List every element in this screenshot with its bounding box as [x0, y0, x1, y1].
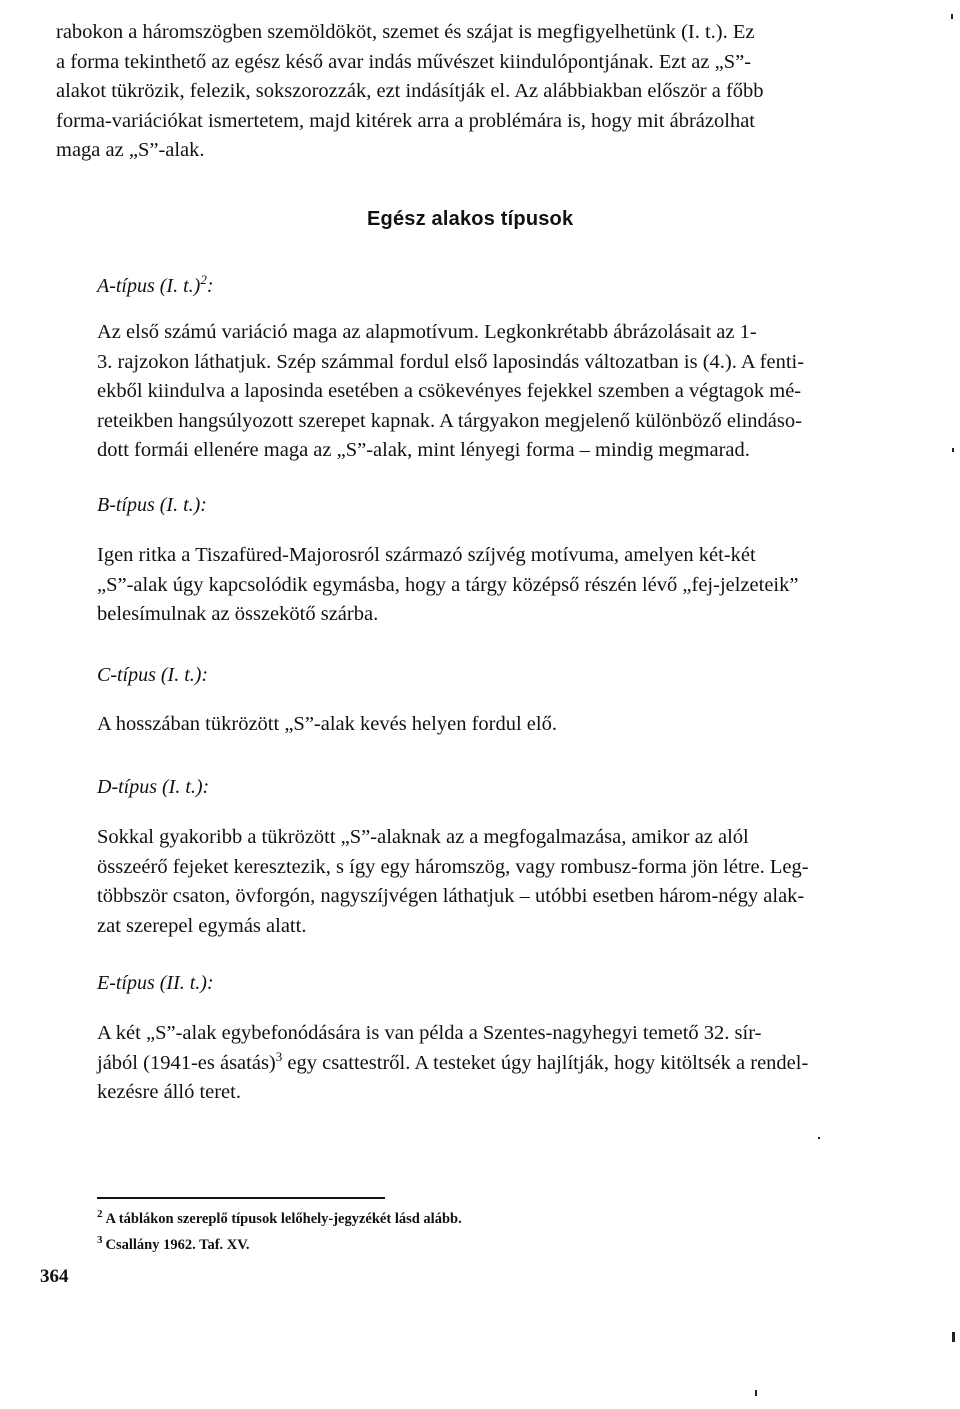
scan-speck — [755, 1390, 757, 1396]
type-d-paragraph — [97, 823, 887, 941]
scan-speck — [818, 1137, 820, 1139]
footnote-text: A táblákon szereplő típusok lelőhely-jegyzékét lásd alább. — [105, 1211, 462, 1227]
footnote-ref-3: 3 — [275, 1048, 283, 1064]
footnote-2 — [97, 1208, 462, 1228]
type-c-label: C-típus (I. t.): — [97, 664, 209, 686]
intro-line: alakot tükrözik, felezik, sokszorozzák, ezt indásítják el. Az alábbiakban először a főbb — [56, 80, 764, 102]
footnote-3 — [97, 1234, 249, 1254]
footnote-mark: 3 — [97, 1234, 103, 1246]
paragraph-line: belesímulnak az összekötő szárba. — [97, 603, 379, 625]
type-b-label: B-típus (I. t.): — [97, 494, 207, 516]
paragraph-line: reteikben hangsúlyozott szerepet kapnak. A tárgyakon megjelenő különböző elindáso- — [97, 409, 802, 432]
footnote-ref-2: 2 — [200, 272, 207, 287]
intro-line: forma-variációkat ismertetem, majd kitérek arra a problémára is, hogy mit ábrázolhat — [56, 109, 755, 132]
type-e-label: E-típus (II. t.): — [97, 972, 214, 994]
footnote-mark: 2 — [97, 1208, 103, 1220]
paragraph-line: 3. rajzokon láthatjuk. Szép számmal fordul első laposindás változatban is (4.). A fenti- — [97, 350, 805, 373]
footnote-divider — [97, 1197, 385, 1199]
paragraph-line — [97, 1049, 887, 1079]
paragraph-line: Sokkal gyakoribb a tükrözött „S”-alaknak az a megfogalmazása, amikor az alól — [97, 826, 749, 848]
intro-line: rabokon a háromszögben szemöldököt, szemet és szájat is megfigyelhetünk (I. t.). Ez — [56, 21, 755, 43]
paragraph-line: többször csaton, övforgón, nagyszíjvégen láthatjuk – utóbbi esetben három-négy alak- — [97, 885, 805, 907]
paragraph-line: dott formái ellenére maga az „S”-alak, mint lényegi forma – mindig megmarad. — [97, 439, 750, 461]
footnote-text: Csallány 1962. Taf. XV. — [105, 1237, 250, 1253]
paragraph-line: A hosszában tükrözött „S”-alak kevés helyen fordul elő. — [97, 713, 557, 735]
type-d-label: D-típus (I. t.): — [97, 776, 210, 798]
intro-paragraph — [56, 18, 886, 166]
paragraph-line: A két „S”-alak egybefonódására is van példa a Szentes-nagyhegyi temető 32. sír- — [97, 1022, 762, 1044]
type-e-paragraph — [97, 1019, 887, 1108]
paragraph-line: zat szerepel egymás alatt. — [97, 914, 307, 937]
scan-speck — [951, 14, 953, 19]
scan-speck — [952, 448, 954, 452]
paragraph-line: kezésre álló teret. — [97, 1081, 241, 1103]
intro-line: a forma tekinthető az egész késő avar indás művészet kiindulópontjának. Ezt az „S”- — [56, 50, 752, 73]
type-a-label-colon: : — [206, 275, 214, 297]
paragraph-line: összeérő fejeket keresztezik, s így egy háromszög, vagy rombusz-forma jön létre. Leg- — [97, 855, 809, 878]
paragraph-line: Igen ritka a Tiszafüred-Majorosról származó szíjvég motívuma, amelyen két-két — [97, 544, 756, 566]
page-number: 364 — [40, 1266, 69, 1287]
type-a-label-text: A-típus (I. t.) — [97, 275, 201, 297]
paragraph-line: Az első számú variáció maga az alapmotívum. Legkonkrétabb ábrázolásait az 1- — [97, 321, 757, 343]
paragraph-line: „S”-alak úgy kapcsolódik egymásba, hogy a tárgy középső részén lévő „fej-jelzeteik” — [97, 573, 799, 596]
paragraph-line: ekből kiindulva a laposinda esetében a csökevényes fejekkel szemben a végtagok mé- — [97, 380, 802, 402]
line-part: jából (1941-es ásatás) — [97, 1051, 276, 1074]
line-part: egy csattestről. A testeket úgy hajlítják, hogy kitöltsék a rendel- — [282, 1051, 809, 1074]
type-a-paragraph — [97, 318, 887, 466]
type-c-paragraph — [97, 710, 887, 740]
scan-speck — [952, 1332, 955, 1342]
type-a-label — [97, 272, 213, 298]
intro-line: maga az „S”-alak. — [56, 139, 205, 161]
section-heading: Egész alakos típusok — [367, 208, 574, 230]
type-b-paragraph — [97, 541, 887, 630]
